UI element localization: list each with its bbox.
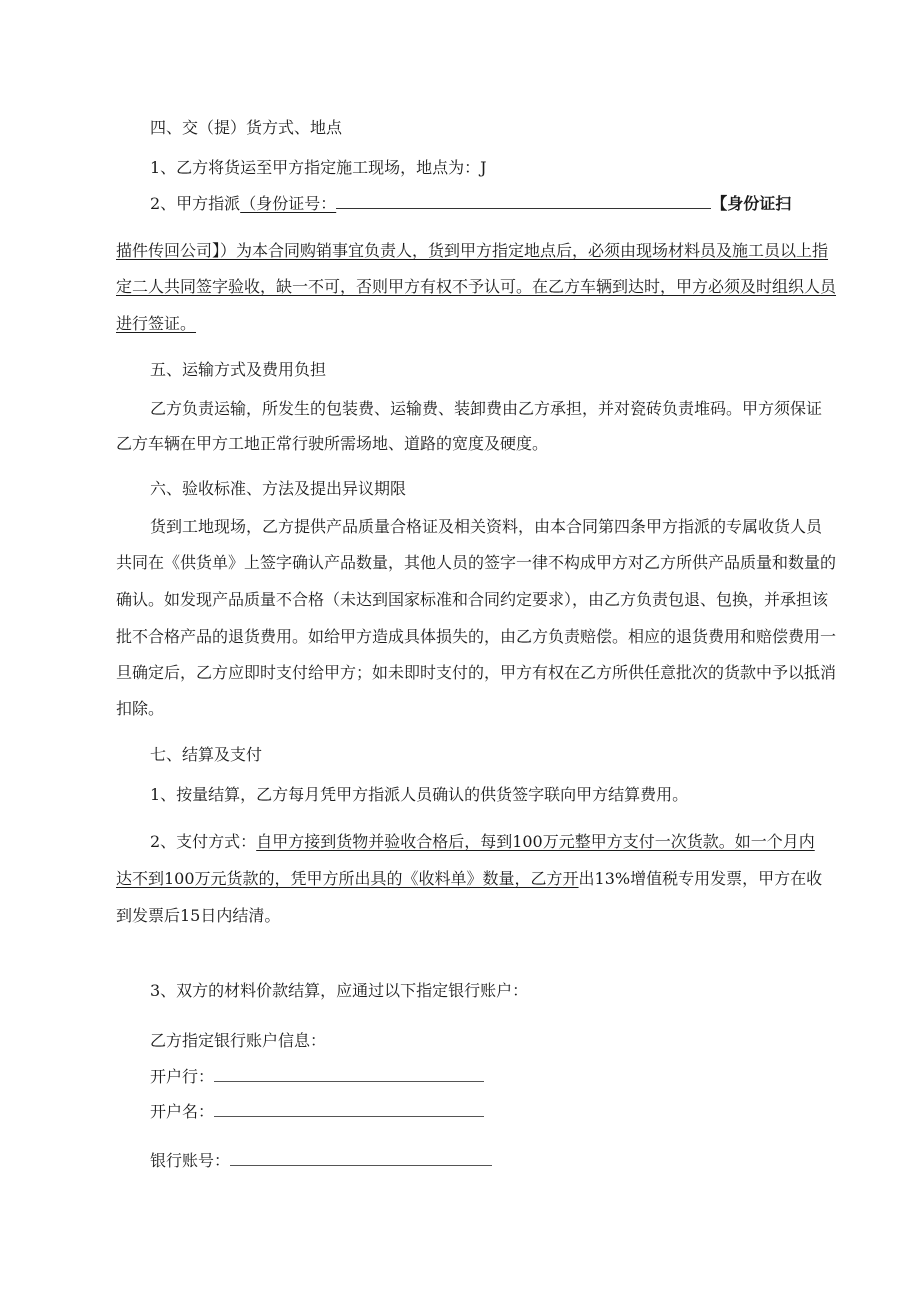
section-4-paragraph-2-line-1	[150, 193, 806, 215]
bank-name-field[interactable]	[214, 1067, 484, 1082]
p2-invoice-terms: 出13%增值税专用发票，甲方在收	[578, 869, 823, 888]
account-name-row	[150, 1101, 484, 1123]
p2-payment-terms: 自甲方接到货物并验收合格后，每到100万元整甲方支付一次货款。如一个月内	[256, 832, 815, 851]
section-4-paragraph-2-line-3: 定二人共同签字验收，缺一不可，否则甲方有权不予认可。在乙方车辆到达时，甲方必须及时组织人员	[116, 277, 837, 296]
section-6-line-4: 批不合格产品的退货费用。如给甲方造成具体损失的，由乙方负责赔偿。相应的退货费用和赔偿费用一	[116, 627, 837, 646]
section-7-paragraph-1: 1、按量结算，乙方每月凭甲方指派人员确认的供货签字联向甲方结算费用。	[150, 785, 689, 804]
account-number-label: 银行账号：	[150, 1151, 231, 1170]
account-name-label: 开户名：	[150, 1102, 215, 1121]
section-6-line-1: 货到工地现场，乙方提供产品质量合格证及相关资料，由本合同第四条甲方指派的专属收货人员	[150, 517, 823, 536]
section-5-heading: 五、运输方式及费用负担	[150, 360, 327, 379]
section-7-paragraph-2-line-2	[116, 868, 823, 890]
p2-payment-terms-cont: 达不到100万元货款的，凭甲方所出具的《收料单》数量，乙方开	[116, 869, 579, 888]
section-7-paragraph-2-line-1	[150, 831, 815, 853]
p2-prefix: 2、甲方指派	[150, 194, 241, 213]
account-name-field[interactable]	[214, 1102, 484, 1117]
section-4-paragraph-2-line-4: 进行签证。	[116, 314, 197, 333]
section-5-line-1: 乙方负责运输，所发生的包装费、运输费、装卸费由乙方承担，并对瓷砖负责堆码。甲方须保证	[150, 399, 823, 418]
bank-name-label: 开户行：	[150, 1067, 215, 1086]
section-6-line-6: 扣除。	[116, 699, 165, 718]
p2-suffix: 【身份证扫	[711, 194, 792, 213]
section-7-paragraph-3: 3、双方的材料价款结算，应通过以下指定银行账户：	[150, 981, 529, 1000]
section-7-heading: 七、结算及支付	[150, 745, 263, 764]
section-6-line-5: 旦确定后，乙方应即时支付给甲方；如未即时支付的，甲方有权在乙方所供任意批次的货款中予以抵消	[116, 663, 837, 682]
section-4-paragraph-1: 1、乙方将货运至甲方指定施工现场，地点为：J	[150, 158, 487, 177]
section-7-paragraph-2-line-3: 到发票后15日内结清。	[116, 906, 281, 925]
account-number-row	[150, 1150, 492, 1172]
section-4-heading: 四、交（提）货方式、地点	[150, 118, 343, 137]
section-6-line-3: 确认。如发现产品质量不合格（未达到国家标准和合同约定要求），由乙方负责包退、包换，并承担该	[116, 590, 829, 609]
section-4-paragraph-2-line-2: 描件传回公司】）为本合同购销事宜负责人，货到甲方指定地点后，必须由现场材料员及施工员以上指	[116, 241, 829, 260]
p2-id-label: （身份证号：	[240, 194, 337, 213]
section-6-heading: 六、验收标准、方法及提出异议期限	[150, 479, 407, 498]
id-number-blank	[336, 194, 711, 209]
section-5-line-2: 乙方车辆在甲方工地正常行驶所需场地、道路的宽度及硬度。	[116, 434, 549, 453]
bank-info-title: 乙方指定银行账户信息：	[150, 1031, 327, 1050]
section-6-line-2: 共同在《供货单》上签字确认产品数量，其他人员的签字一律不构成甲方对乙方所供产品质量和数量的	[116, 553, 837, 572]
account-number-field[interactable]	[230, 1151, 492, 1166]
bank-name-row	[150, 1066, 484, 1088]
p2-payment-prefix: 2、支付方式：	[150, 832, 257, 851]
